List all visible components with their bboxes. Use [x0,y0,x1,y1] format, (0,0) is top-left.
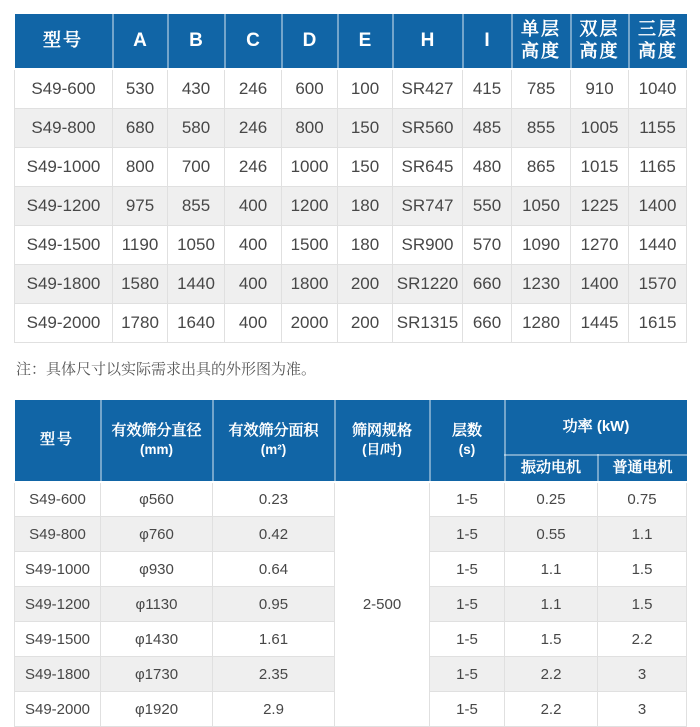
table-cell: 1155 [629,108,687,147]
column-header-model: 型号 [15,14,113,69]
table-cell: 1-5 [430,657,505,692]
header-row [15,14,687,69]
table-cell: S49-1500 [15,622,101,657]
table-cell: S49-1800 [15,264,113,303]
table-cell: 1.5 [598,552,687,587]
table-cell: φ930 [101,552,213,587]
table-cell: φ1920 [101,692,213,727]
table-cell: 246 [225,69,282,108]
table-cell: 200 [338,264,393,303]
column-header-c: C [225,14,282,69]
table-cell: 2-500 [335,482,430,727]
table-cell: 1-5 [430,692,505,727]
table-cell: 1800 [282,264,338,303]
table-cell: φ1430 [101,622,213,657]
table-cell: 855 [168,186,225,225]
column-header-mesh-spec [335,400,430,482]
table-cell: 1640 [168,303,225,342]
column-header-single-layer-height: 单层高度 [512,14,571,69]
table-cell: 2.35 [213,657,335,692]
table-cell: 0.95 [213,587,335,622]
table-cell: 1050 [168,225,225,264]
table-cell: φ760 [101,517,213,552]
table-cell: 1570 [629,264,687,303]
column-header-e: E [338,14,393,69]
table-cell: 1.1 [598,517,687,552]
table-row [15,108,687,147]
table-cell: 400 [225,303,282,342]
table-cell: SR1315 [393,303,463,342]
table-cell: S49-1200 [15,186,113,225]
table-cell: 400 [225,225,282,264]
table-cell: 2.2 [505,692,598,727]
header-unit: (m²) [216,441,332,459]
table-cell: 415 [463,69,512,108]
table-cell: 1270 [571,225,629,264]
note-text: 注：具体尺寸以实际需求出具的外形图为准。 [16,359,684,381]
table-cell: 1-5 [430,517,505,552]
header-unit: (目/吋) [338,441,427,459]
table-cell: 1000 [282,147,338,186]
table-cell: SR645 [393,147,463,186]
column-header-power: 功率 (kW) [505,400,687,455]
table-cell: 1090 [512,225,571,264]
table-cell: φ1130 [101,587,213,622]
table-cell: 0.42 [213,517,335,552]
table-cell: 0.23 [213,482,335,517]
table-cell: 0.25 [505,482,598,517]
table-cell: SR747 [393,186,463,225]
table-cell: 150 [338,147,393,186]
table-cell: 400 [225,186,282,225]
table-cell: 910 [571,69,629,108]
table-cell: 1400 [629,186,687,225]
table-cell: 430 [168,69,225,108]
column-header-layers [430,400,505,482]
table-cell: 570 [463,225,512,264]
table-cell: 1.5 [598,587,687,622]
table-row [15,147,687,186]
table-cell: 1040 [629,69,687,108]
table-cell: 180 [338,225,393,264]
dimensions-table-header [15,14,687,69]
table-cell: 2000 [282,303,338,342]
table-cell: 1440 [168,264,225,303]
table-cell: 1-5 [430,622,505,657]
table-cell: 1230 [512,264,571,303]
column-header-vibration-motor: 振动电机 [505,455,598,482]
table-cell: 700 [168,147,225,186]
column-header-screen-area [213,400,335,482]
dimensions-table-body [15,69,687,342]
table-row [15,225,687,264]
table-cell: 1200 [282,186,338,225]
table-cell: 1165 [629,147,687,186]
column-header-ordinary-motor: 普通电机 [598,455,687,482]
table-cell: 865 [512,147,571,186]
table-cell: 2.2 [598,622,687,657]
table-cell: φ560 [101,482,213,517]
table-cell: 975 [113,186,168,225]
table-cell: 1015 [571,147,629,186]
parameters-table-header [15,400,687,482]
table-cell: 680 [113,108,168,147]
column-header-triple-layer-height: 三层高度 [629,14,687,69]
header-label: 筛网规格 [352,422,412,439]
header-unit: (mm) [104,441,210,459]
table-cell: S49-1200 [15,587,101,622]
column-header-i: I [463,14,512,69]
table-cell: 0.55 [505,517,598,552]
header-unit: (s) [433,441,502,459]
table-cell: 1615 [629,303,687,342]
table-cell: 246 [225,147,282,186]
column-header-model: 型号 [15,400,101,482]
table-cell: 1-5 [430,552,505,587]
table-cell: φ1730 [101,657,213,692]
header-label: 有效筛分直径 [111,422,201,439]
table-cell: 1.1 [505,552,598,587]
table-cell: 485 [463,108,512,147]
table-cell: 1.5 [505,622,598,657]
table-cell: 246 [225,108,282,147]
table-cell: 1500 [282,225,338,264]
table-cell: S49-600 [15,482,101,517]
table-cell: 1440 [629,225,687,264]
table-cell: S49-2000 [15,692,101,727]
table-cell: 2.9 [213,692,335,727]
column-header-double-layer-height: 双层高度 [571,14,629,69]
table-cell: 800 [282,108,338,147]
column-header-b: B [168,14,225,69]
table-cell: 1445 [571,303,629,342]
table-cell: 550 [463,186,512,225]
column-header-screen-diameter [101,400,213,482]
table-cell: S49-1500 [15,225,113,264]
table-cell: 480 [463,147,512,186]
table-cell: 785 [512,69,571,108]
table-cell: S49-800 [15,517,101,552]
table-row [15,186,687,225]
table-row [15,303,687,342]
table-cell: 1-5 [430,587,505,622]
header-row [15,400,687,455]
table-row [15,482,687,517]
table-cell: 580 [168,108,225,147]
table-cell: 855 [512,108,571,147]
table-row [15,69,687,108]
table-cell: 1.1 [505,587,598,622]
table-cell: 0.64 [213,552,335,587]
table-cell: 400 [225,264,282,303]
table-cell: 1-5 [430,482,505,517]
table-cell: 3 [598,692,687,727]
table-cell: 1005 [571,108,629,147]
table-cell: 1.61 [213,622,335,657]
table-cell: 2.2 [505,657,598,692]
table-cell: S49-1000 [15,147,113,186]
table-cell: S49-2000 [15,303,113,342]
table-cell: SR1220 [393,264,463,303]
column-header-d: D [282,14,338,69]
table-cell: 1780 [113,303,168,342]
table-cell: 3 [598,657,687,692]
table-cell: 530 [113,69,168,108]
table-cell: 1280 [512,303,571,342]
table-cell: SR427 [393,69,463,108]
table-cell: 660 [463,303,512,342]
column-header-a: A [113,14,168,69]
table-cell: 100 [338,69,393,108]
table-cell: 600 [282,69,338,108]
table-cell: 0.75 [598,482,687,517]
table-cell: SR900 [393,225,463,264]
table-cell: 200 [338,303,393,342]
table-cell: 1580 [113,264,168,303]
parameters-table-body [15,482,687,727]
table-cell: 1400 [571,264,629,303]
table-cell: S49-600 [15,69,113,108]
header-label: 有效筛分面积 [228,422,318,439]
column-header-h: H [393,14,463,69]
table-cell: 1190 [113,225,168,264]
table-cell: 150 [338,108,393,147]
header-label: 层数 [452,422,482,439]
parameters-table [14,400,687,727]
table-cell: S49-800 [15,108,113,147]
table-cell: S49-1000 [15,552,101,587]
table-cell: 1050 [512,186,571,225]
table-cell: S49-1800 [15,657,101,692]
table-cell: 800 [113,147,168,186]
table-cell: 660 [463,264,512,303]
table-row [15,264,687,303]
table-cell: 180 [338,186,393,225]
table-cell: SR560 [393,108,463,147]
dimensions-table [14,14,687,343]
table-cell: 1225 [571,186,629,225]
